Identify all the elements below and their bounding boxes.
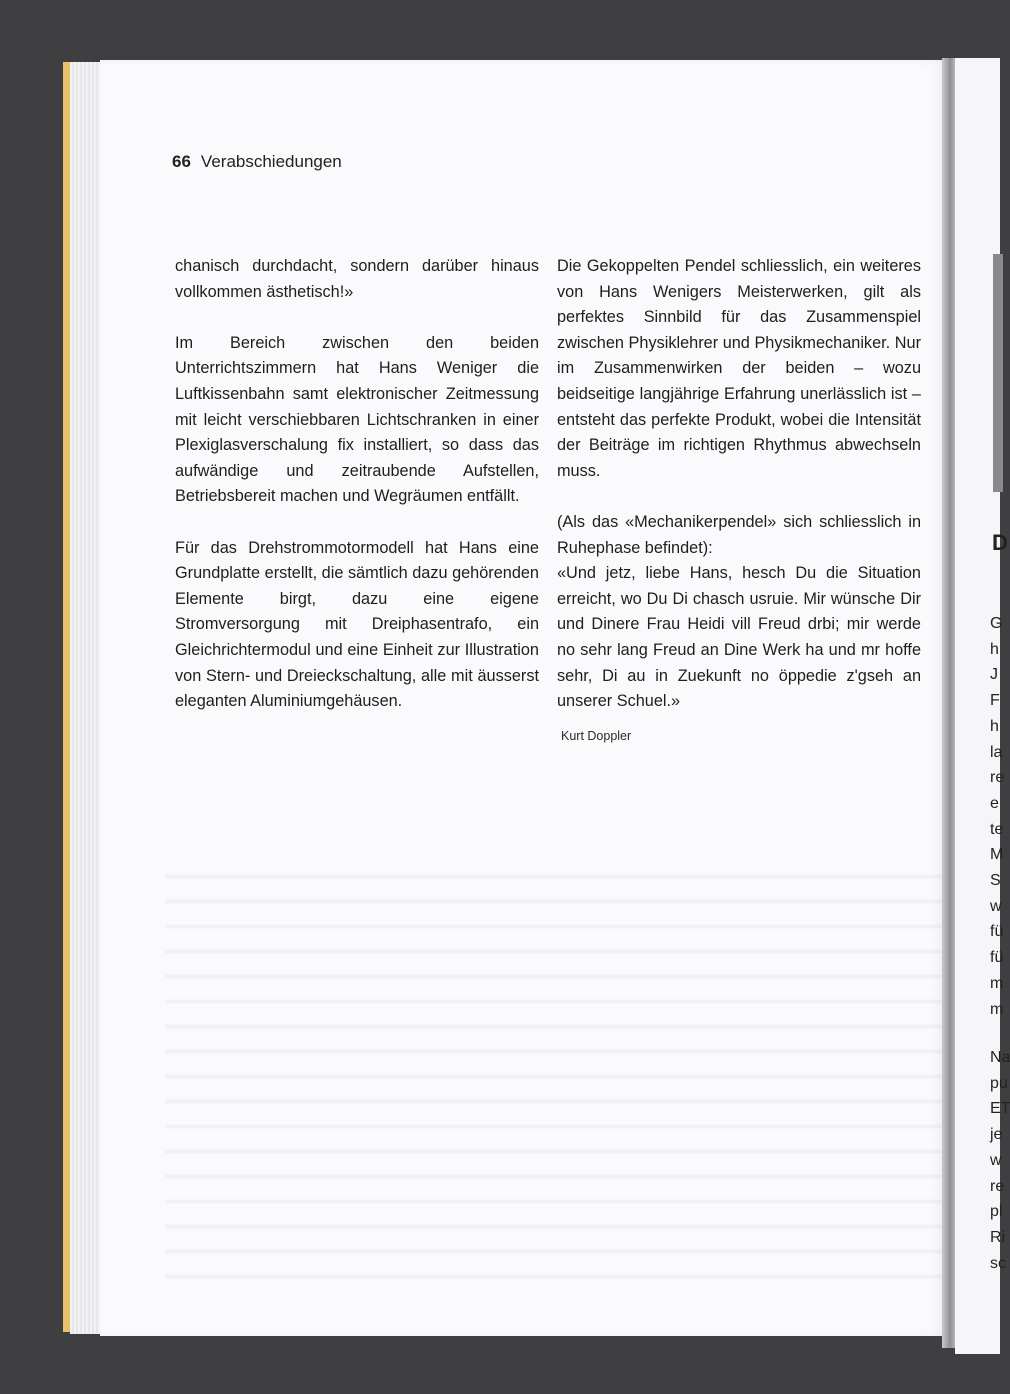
text-fragment: ET (990, 1100, 1010, 1118)
text-fragment: m (990, 974, 1004, 992)
show-through-text (165, 860, 945, 1280)
heading-fragment: D (992, 530, 1008, 555)
text-fragment: M (990, 846, 1004, 864)
left-text-column (175, 254, 539, 740)
text-fragment: te (990, 820, 1004, 838)
text-fragment: re (990, 769, 1005, 787)
paragraph: «Und jetz, liebe Hans, hesch Du die Situation erreicht, wo Du Di chasch usruie. Mir wünsche Dir und Dinere Frau Heidi vill Freud drbi; mir werde no sehr lang Freud an Dine Werk ha und mr hoffe sehr, Di au in Zuekunft no öppedie z'gseh an unserer Schuel.» (557, 564, 921, 711)
author-name: Kurt Doppler (561, 728, 632, 743)
text-fragment: la (990, 743, 1003, 761)
text-fragment: sc (990, 1254, 1006, 1272)
right-page-fragment (955, 58, 1010, 1354)
paragraph: (Als das «Mechanikerpendel» sich schliesslich in Ruhephase befindet): (557, 512, 921, 557)
running-header (172, 152, 342, 172)
text-fragment: w (990, 1151, 1002, 1169)
text-fragment: fü (990, 923, 1004, 941)
text-fragment: h (990, 717, 999, 735)
text-fragment: pl (990, 1203, 1003, 1221)
text-fragment: re (990, 1177, 1005, 1195)
text-fragment: w (990, 897, 1002, 915)
paragraph: Für das Drehstrommotormodell hat Hans eine Grundplatte erstellt, die sämtlich dazu gehörenden Elemente birgt, dazu eine eigene Stromversorgung mit Dreiphasentrafo, ein Gleichrichtermodul und eine Einheit zur Illustration von Stern- und Dreieckschaltung, alle mit äusserst eleganten Aluminiumgehäusen. (175, 538, 539, 711)
text-fragment: J (990, 666, 998, 684)
text-fragment: fü (990, 949, 1004, 967)
paragraph: Die Gekoppelten Pendel schliesslich, ein weiteres von Hans Wenigers Meisterwerken, gilt als perfektes Sinnbild für das Zusammenspiel zwischen Physiklehrer und Physikmechaniker. Nur im Zusammenwirken der beiden – wozu beidseitige langjährige Erfahrung unerlässlich ist – entsteht das perfekte Produkt, wobei die Intensität der Beiträge im richtigen Rhythmus abwechseln muss. (557, 257, 921, 480)
text-fragment: G (990, 615, 1003, 632)
text-fragment: h (990, 640, 999, 658)
text-fragment: S (990, 872, 1001, 889)
right-text-column (557, 254, 921, 745)
page-number: 66 (172, 152, 191, 171)
text-fragment: pu (990, 1074, 1008, 1092)
text-fragment: e (990, 794, 999, 812)
paragraph: Im Bereich zwischen den beiden Unterrichtszimmern hat Hans Weniger die Luftkissenbahn samt elektronischer Zeitmessung mit leicht verschiebbaren Lichtschranken in einer Plexiglasverschalung fix installiert, so dass das aufwändige und zeitraubende Aufstellen, Betriebsbereit machen und Wegräumen entfällt. (175, 333, 539, 506)
text-fragment: Na (990, 1049, 1010, 1066)
paragraph: chanisch durchdacht, sondern darüber hinaus vollkommen ästhetisch!» (175, 257, 539, 301)
text-fragment: m (990, 1000, 1004, 1018)
text-fragment: F (990, 692, 1000, 710)
text-fragment: Ri (990, 1228, 1006, 1246)
text-fragment: je (990, 1126, 1003, 1144)
photo-edge (993, 254, 1003, 492)
section-title: Verabschiedungen (200, 152, 342, 171)
